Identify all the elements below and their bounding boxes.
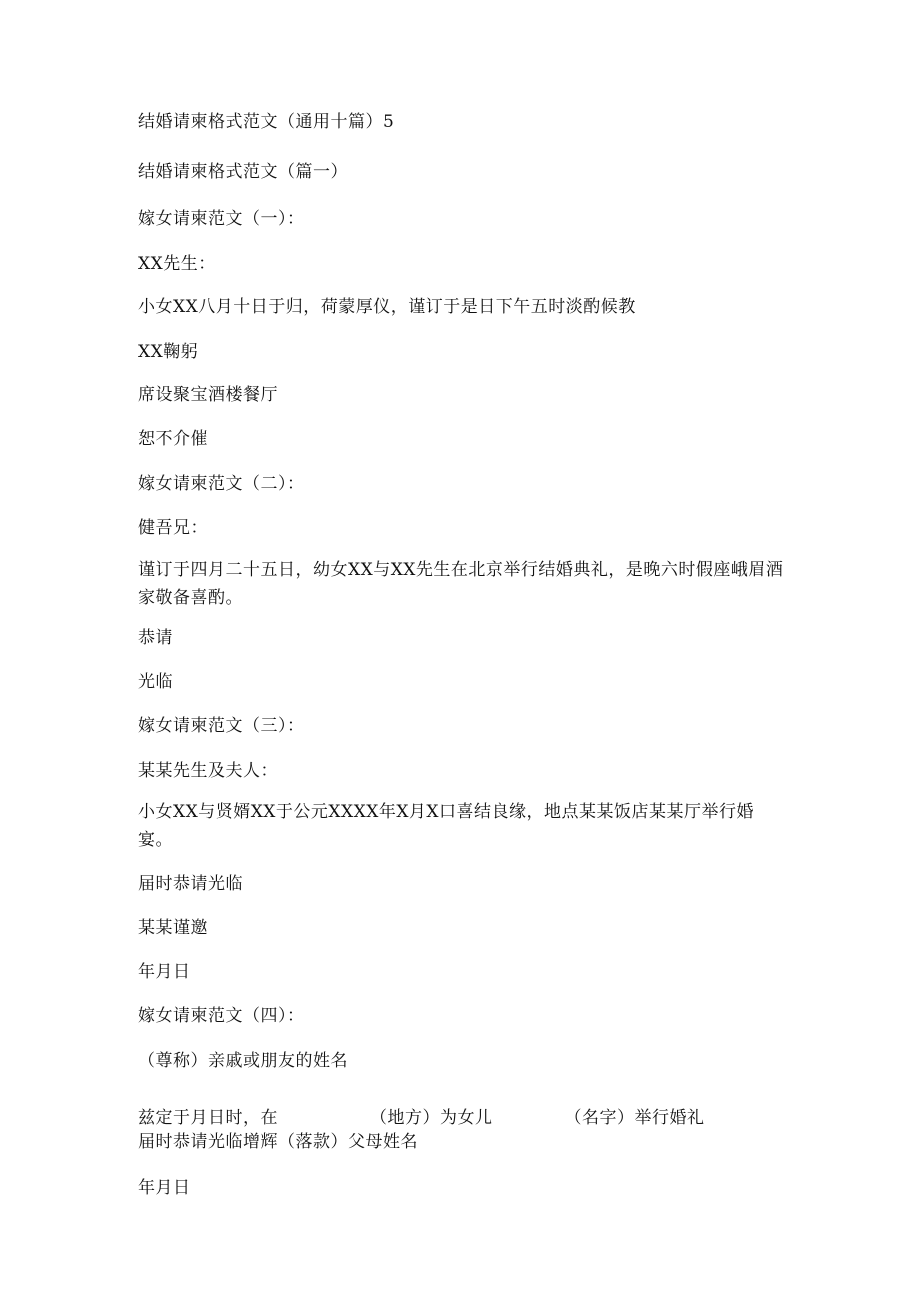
- paragraph: 健吾兄：: [138, 518, 208, 538]
- final-date: 年月日: [138, 1178, 191, 1198]
- closing-line: 届时恭请光临增辉（落款）父母姓名: [138, 1132, 418, 1152]
- paragraph: 嫁女请柬范文（三）：: [138, 716, 305, 736]
- paragraph: 某某先生及夫人：: [138, 761, 278, 781]
- fill-line-part2: （地方）为女儿: [370, 1108, 493, 1128]
- paragraph: 恕不介催: [138, 429, 208, 449]
- paragraph: 光临: [138, 672, 173, 692]
- paragraph: 席设聚宝酒楼餐厅: [138, 385, 278, 405]
- paragraph: 嫁女请柬范文（二）：: [138, 474, 305, 494]
- paragraph: 某某谨邀: [138, 918, 208, 938]
- document-title: 结婚请柬格式范文（通用十篇）5: [138, 112, 395, 132]
- paragraph: 小女XX与贤婿XX于公元XXXX年X月X口喜结良缘，地点某某饭店某某厅举行婚宴。: [138, 802, 755, 850]
- paragraph: （尊称）亲戚或朋友的姓名: [138, 1051, 348, 1071]
- paragraph: 年月日: [138, 962, 191, 982]
- paragraph: 恭请: [138, 628, 173, 648]
- section-title: 结婚请柬格式范文（篇一）: [138, 162, 348, 182]
- paragraph: 小女XX八月十日于归，荷蒙厚仪，谨订于是日下午五时淡酌候教: [138, 297, 636, 317]
- paragraph: XX先生：: [138, 254, 216, 274]
- paragraph: 届时恭请光临: [138, 874, 243, 894]
- paragraph: 谨订于四月二十五日，幼女XX与XX先生在北京举行结婚典礼，是晚六时假座峨眉酒家敬备喜酌。: [138, 560, 784, 608]
- paragraph: 嫁女请柬范文（一）：: [138, 209, 305, 229]
- fill-line-part3: （名字）举行婚礼: [564, 1108, 705, 1128]
- paragraph: 嫁女请柬范文（四）：: [138, 1006, 305, 1026]
- fill-line-part1: 兹定于月日时，在: [138, 1108, 278, 1128]
- paragraph: XX鞠躬: [138, 342, 199, 362]
